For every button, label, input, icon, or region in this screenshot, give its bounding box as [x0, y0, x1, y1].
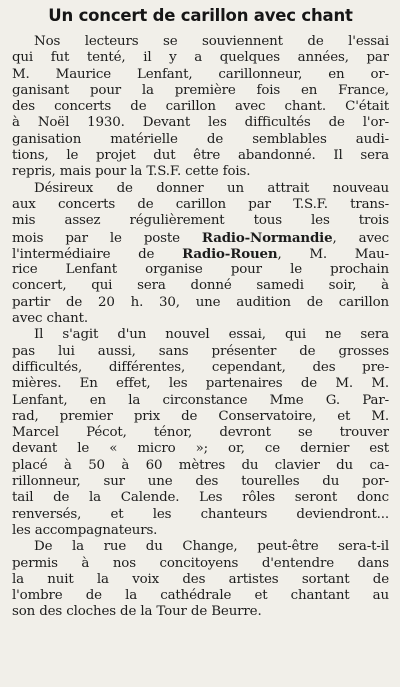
text-line: son des cloches de la Tour de Beurre.: [12, 604, 262, 620]
text-line: ganisation matérielle de semblables audi-: [12, 131, 389, 147]
text-line: des concerts de carillon avec chant. C'était: [12, 99, 389, 115]
text-line: mis assez régulièrement tous les trois: [12, 213, 389, 229]
text-line: [12, 230, 389, 246]
text-line: pas lui aussi, sans présenter de grosses: [12, 343, 389, 359]
radio-station-name: Radio-Rouen: [182, 245, 278, 262]
text-line: tions, le projet dut être abandonné. Il sera: [12, 148, 389, 164]
radio-station-name: Radio-Normandie: [201, 229, 333, 246]
text-line: repris, mais pour la T.S.F. cette fois.: [12, 164, 251, 180]
text-line: Marcel Pécot, ténor, devront se trouver: [12, 425, 389, 441]
text-line: renversés, et les chanteurs deviendront...: [12, 506, 389, 522]
text-line: [12, 246, 389, 262]
text-line: à Noël 1930. Devant les difficultés de l'or-: [12, 115, 389, 131]
text-line: Lenfant, en la circonstance Mme G. Par-: [12, 392, 389, 408]
article-paragraph-1: [12, 34, 389, 181]
text-line: qui fut tenté, il y a quelques années, par: [12, 50, 389, 66]
article-paragraph-2: [12, 181, 389, 328]
text-line: tail de la Calende. Les rôles seront donc: [12, 490, 389, 506]
article-paragraph-3: [12, 327, 389, 539]
text-line: concert, qui sera donné samedi soir, à: [12, 278, 389, 294]
text-line: aux concerts de carillon par T.S.F. trans-: [12, 196, 389, 212]
article-headline: Un concert de carillon avec chant: [48, 6, 353, 25]
text-line: Désireux de donner un attrait nouveau: [34, 180, 389, 196]
text-line: rillonneur, sur une des tourelles du por-: [12, 474, 389, 490]
text-line: permis à nos concitoyens d'entendre dans: [12, 555, 389, 571]
text-line: la nuit la voix des artistes sortant de: [12, 571, 389, 587]
text-line: Il s'agit d'un nouvel essai, qui ne sera: [34, 327, 389, 343]
text-line: rad, premier prix de Conservatoire, et M.: [12, 408, 389, 424]
text-line: partir de 20 h. 30, une audition de carillon: [12, 294, 389, 310]
text-line: De la rue du Change, peut-être sera-t-il: [34, 539, 389, 555]
text-line: devant le « micro »; or, ce dernier est: [12, 441, 389, 457]
text-line: Nos lecteurs se souviennent de l'essai: [34, 34, 389, 49]
text-line: les accompagnateurs.: [12, 522, 158, 538]
text-line: rice Lenfant organise pour le prochain: [12, 262, 389, 278]
text-line: M. Maurice Lenfant, carillonneur, en or-: [12, 66, 389, 82]
article-paragraph-4: [12, 539, 389, 620]
line-text: mois par le poste: [12, 230, 202, 246]
text-line: placé à 50 à 60 mètres du clavier du ca-: [12, 457, 389, 473]
text-line: avec chant.: [12, 311, 88, 327]
text-line: difficultés, différentes, cependant, des pre-: [12, 359, 389, 375]
line-text: , M. Mau-: [277, 246, 389, 262]
line-text: , avec: [332, 230, 389, 246]
line-text: l'intermédiaire de: [12, 246, 183, 262]
text-line: ganisant pour la première fois en France,: [12, 82, 389, 98]
text-line: l'ombre de la cathédrale et chantant au: [12, 588, 389, 604]
text-line: mières. En effet, les partenaires de M. M.: [12, 376, 389, 392]
